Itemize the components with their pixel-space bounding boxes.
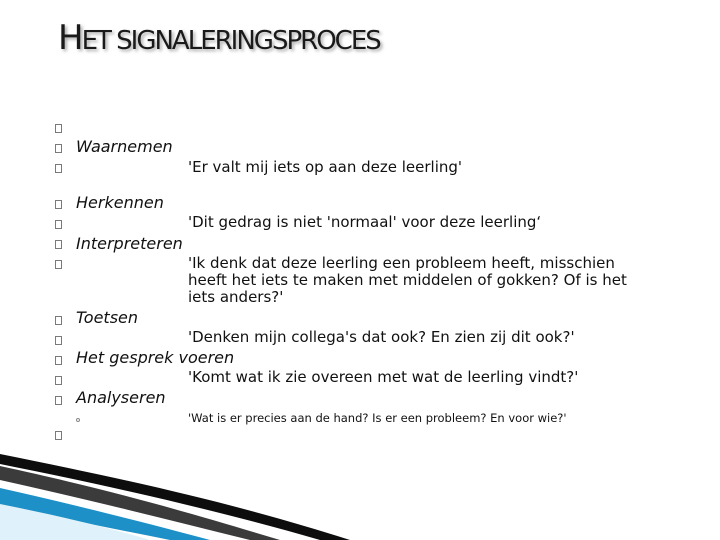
step-quote-herkennen: 'Dit gedrag is niet 'normaal' voor deze leerling‘	[188, 213, 542, 231]
step-quote-interpreteren-line-1: 'Ik denk dat deze leerling een probleem heeft, misschien	[188, 254, 615, 272]
step-quote-waarnemen: 'Er valt mij iets op aan deze leerling'	[188, 158, 463, 176]
title-initial: H	[58, 18, 82, 58]
step-label-interpreteren: Interpreteren	[76, 234, 183, 253]
step-label-herkennen: Herkennen	[76, 193, 164, 212]
bullet-icon	[55, 164, 62, 173]
step-label-waarnemen: Waarnemen	[76, 137, 173, 156]
step-label-gesprek-voeren: Het gesprek voeren	[76, 348, 235, 367]
bullet-icon	[55, 336, 62, 345]
bullet-icon	[55, 396, 62, 405]
bullet-icon	[55, 316, 62, 325]
slide-title	[58, 18, 380, 58]
step-quote-interpreteren-line-3: iets anders?'	[188, 288, 284, 306]
step-quote-interpreteren-line-2: heeft het iets te maken met middelen of gokken? Of is het	[188, 271, 627, 289]
sub-bullet-icon	[76, 418, 80, 422]
decorative-swoosh	[0, 440, 720, 540]
step-quote-gesprek-voeren: 'Komt wat ik zie overeen met wat de leerling vindt?'	[188, 368, 579, 386]
bullet-icon	[55, 260, 62, 269]
step-label-toetsen: Toetsen	[76, 308, 139, 327]
bullet-icon	[55, 376, 62, 385]
bullet-icon	[55, 240, 62, 249]
bullet-icon	[55, 124, 62, 133]
bullet-icon	[55, 200, 62, 209]
step-quote-analyseren: 'Wat is er precies aan de hand? Is er een probleem? En voor wie?'	[188, 411, 567, 425]
step-label-analyseren: Analyseren	[76, 388, 166, 407]
bullet-icon	[55, 220, 62, 229]
step-quote-toetsen: 'Denken mijn collega's dat ook? En zien zij dit ook?'	[188, 328, 575, 346]
title-rest: ET SIGNALERINGSPROCES	[81, 26, 380, 56]
bullet-icon	[55, 144, 62, 153]
bullet-icon	[55, 431, 62, 440]
bullet-icon	[55, 356, 62, 365]
